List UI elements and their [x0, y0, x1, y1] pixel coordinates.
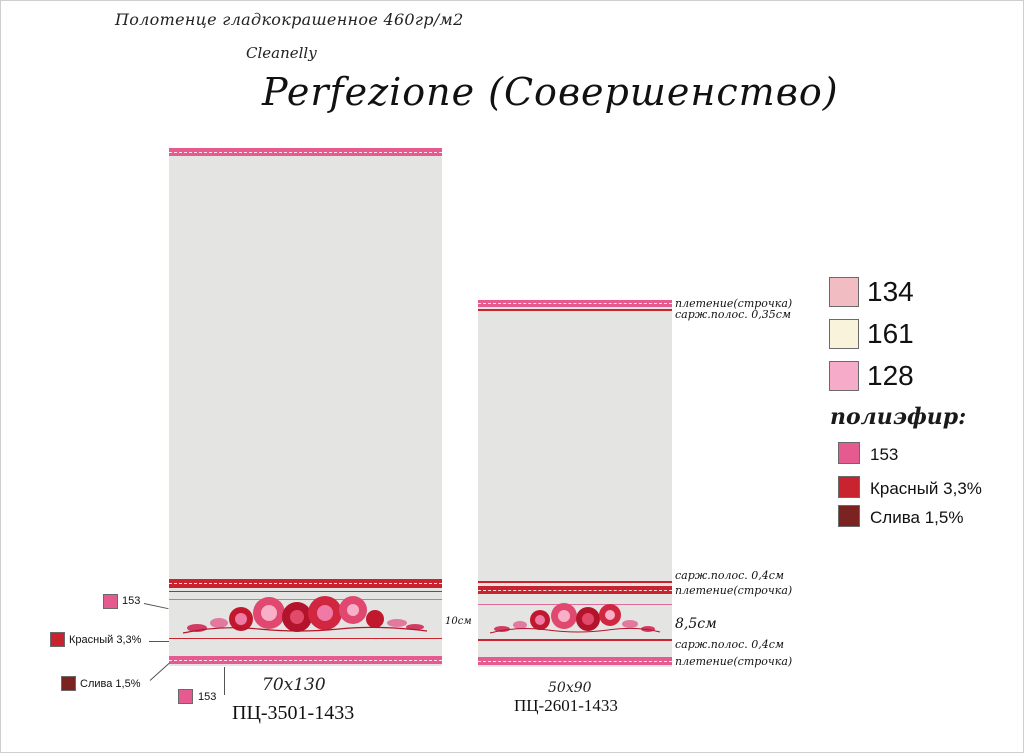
label-bottom-weave: плетение(строчка): [675, 655, 793, 668]
small-border-stitch: [478, 590, 672, 591]
small-top-twill: [478, 309, 672, 311]
border-height-large: 10см: [445, 616, 472, 627]
callout-swatch-plum: [61, 676, 76, 691]
legend-swatch-134: [829, 277, 859, 307]
label-mid-twill: сарж.полос. 0,4см: [675, 569, 785, 582]
top-stitch: [169, 152, 442, 153]
legend-swatch-128: [829, 361, 859, 391]
callout-swatch-red: [50, 632, 65, 647]
border-lower-line: [169, 638, 442, 639]
legend-swatch-161: [829, 319, 859, 349]
bottom-stitch: [169, 660, 442, 661]
towel-large: [169, 148, 442, 666]
small-article-code: ПЦ-2601-1433: [514, 696, 618, 715]
legend-label-plum: Слива 1,5%: [870, 508, 964, 527]
label-top-twill: сарж.полос. 0,35см: [675, 308, 792, 321]
small-top-stitch: [478, 303, 672, 304]
small-size-label: 50x90: [548, 680, 592, 696]
brand-name: Cleanelly: [246, 44, 317, 62]
callout-line-red: [149, 641, 169, 642]
callout-label-plum: Слива 1,5%: [80, 678, 141, 690]
callout-swatch-153-bottom: [178, 689, 193, 704]
product-line-title: Полотенце гладкокрашенное 460гр/м2: [115, 10, 464, 29]
small-low-twill: [478, 639, 672, 641]
border-stitch: [169, 583, 442, 584]
border-height-small: 8,5см: [675, 616, 717, 632]
legend-swatch-plum: [838, 505, 860, 527]
callout-line-153-bottom: [224, 667, 225, 695]
small-bottom-stitch: [478, 661, 672, 662]
label-mid-weave: плетение(строчка): [675, 584, 793, 597]
callout-swatch-153-top: [103, 594, 118, 609]
legend-label-153: 153: [870, 445, 899, 464]
legend-swatch-red: [838, 476, 860, 498]
callout-label-red: Красный 3,3%: [69, 634, 142, 646]
large-article-code: ПЦ-3501-1433: [232, 702, 355, 724]
small-mid-twill: [478, 581, 672, 583]
large-size-label: 70x130: [262, 675, 326, 695]
callout-label-153-bottom: 153: [198, 691, 217, 703]
rose-ornament-small: [488, 600, 662, 640]
callout-label-153-top: 153: [122, 595, 141, 607]
rose-ornament-large: [179, 595, 432, 643]
label-top-weave: плетение(строчка): [675, 297, 793, 310]
legend-number-134: 134: [867, 276, 914, 307]
label-low-twill: сарж.полос. 0,4см: [675, 638, 785, 651]
small-rose-cluster: [490, 603, 660, 633]
legend-polyester-title: полиэфир:: [830, 404, 967, 430]
rose-cluster: [183, 596, 427, 633]
legend-label-red: Красный 3,3%: [870, 479, 982, 498]
collection-title: Perfezione (Совершенство): [262, 70, 839, 114]
towel-small: [478, 300, 672, 667]
legend-number-128: 128: [867, 360, 914, 391]
border-thin-line: [169, 591, 442, 592]
legend-number-161: 161: [867, 318, 914, 349]
legend-swatch-153: [838, 442, 860, 464]
